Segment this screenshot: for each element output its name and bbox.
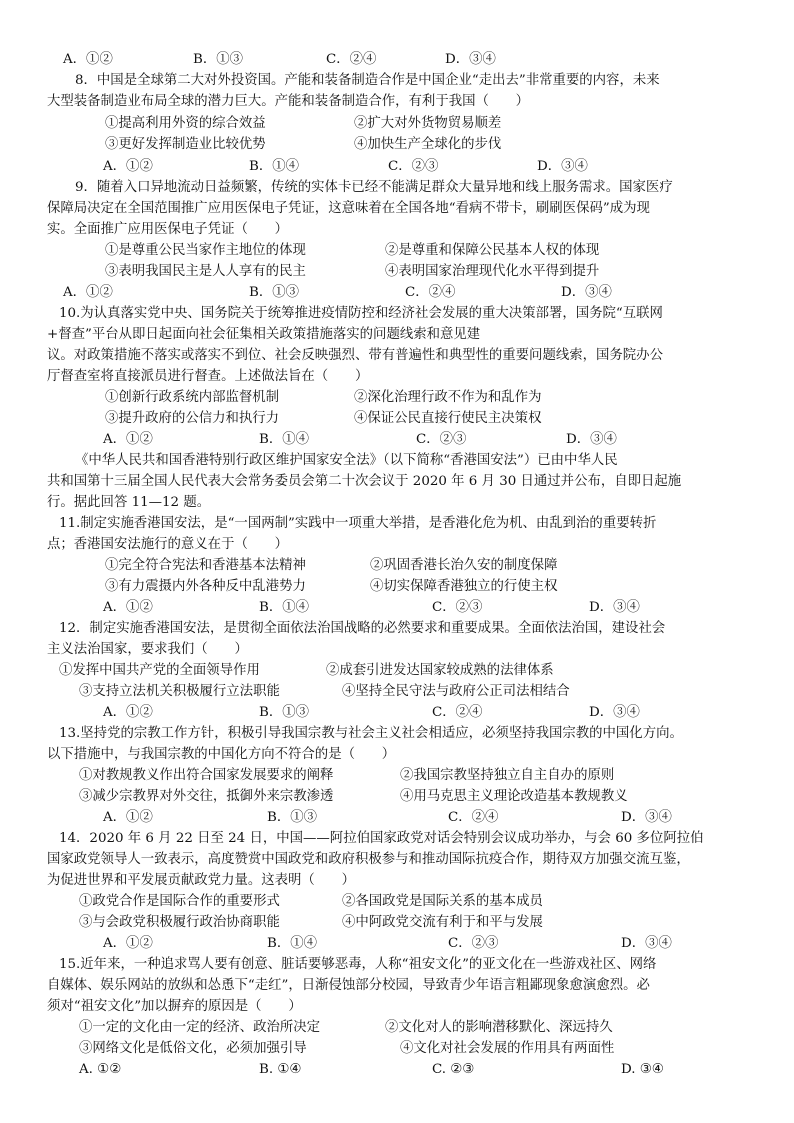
q14-choice-c: C．②③ (448, 936, 499, 951)
q10-item-4: ④保证公民直接行使民主决策权 (354, 411, 542, 426)
q13-item-3: ③减少宗教界对外交往，抵御外来宗教渗透 (79, 789, 334, 804)
q12-stem-line: 主义法治国家，要求我们（ ） (47, 642, 248, 657)
q15-choice-d: D. ③④ (621, 1062, 664, 1077)
q8-item-2: ②扩大对外货物贸易顺差 (354, 116, 502, 131)
q7-choice-d: D．③④ (445, 52, 496, 67)
q11-choice-d: D．③④ (589, 600, 640, 615)
q13-stem-line: 以下措施中，与我国宗教的中国化方向不符合的是（ ） (47, 747, 396, 762)
q14-choice-d: D．③④ (621, 936, 672, 951)
q10-stem-line: 10.为认真落实党中央、国务院关于统筹推进疫情防控和经济社会发展的重大决策部署，国务院“互联网 (59, 306, 663, 321)
q10-item-1: ①创新行政系统内部监督机制 (105, 390, 280, 405)
q9-item-3: ③表明我国民主是人人享有的民主 (105, 264, 306, 279)
q10-choice-b: B．①④ (259, 432, 310, 447)
q14-item-4: ④中阿政党交流有利于和平与发展 (342, 915, 543, 930)
q11-stem-line: 点；香港国安法施行的意义在于（ ） (47, 537, 289, 552)
q10-item-2: ②深化治理行政不作为和乱作为 (354, 390, 542, 405)
q14-item-1: ①政党合作是国际合作的重要形式 (79, 894, 280, 909)
q15-choice-c: C. ②③ (432, 1062, 475, 1077)
q13-choice-c: C．②④ (448, 810, 499, 825)
q10-stem-line: 厅督查室将直接派员进行督查。上述做法旨在（ ） (47, 369, 369, 384)
q9-stem-line: 实。全面推广应用医保电子凭证（ ） (47, 222, 289, 237)
q11-item-1: ①完全符合宪法和香港基本法精神 (105, 558, 306, 573)
q9-stem-line: 9．随着入口异地流动日益频繁，传统的实体卡已经不能满足群众大量异地和线上服务需求。国家医疗 (75, 180, 673, 195)
q9-choice-c: C．②④ (405, 285, 456, 300)
q9-choice-d: D．③④ (561, 285, 612, 300)
q8-choice-a: A．①② (103, 159, 153, 174)
q8-item-4: ④加快生产全球化的步伐 (354, 137, 502, 152)
q8-stem-line: 大型装备制造业布局全球的潜力巨大。产能和装备制造合作，有利于我国（ ） (47, 94, 530, 109)
q14-choice-b: B．①④ (267, 936, 318, 951)
q9-item-2: ②是尊重和保障公民基本人权的体现 (385, 243, 600, 258)
q12-item-3: ③支持立法机关积极履行立法职能 (79, 684, 280, 699)
q13-choice-d: D．③④ (621, 810, 672, 825)
q11-item-3: ③有力震摄内外各种反中乱港势力 (105, 579, 306, 594)
q12-item-2: ②成套引进发达国家较成熟的法律体系 (326, 663, 554, 678)
q10-item-3: ③提升政府的公信力和执行力 (105, 411, 280, 426)
q15-stem-line: 须对“祖安文化”加以摒弃的原因是（ ） (47, 999, 302, 1014)
q12-stem-line: 12．制定实施香港国安法，是贯彻全面依法治国战略的必然要求和重要成果。全面依法治国，建设社会 (59, 621, 666, 636)
q13-choice-b: B．①③ (267, 810, 318, 825)
q10-choice-d: D．③④ (566, 432, 617, 447)
q11-choice-b: B．①④ (259, 600, 310, 615)
q8-choice-d: D．③④ (537, 159, 588, 174)
q15-choice-b: B. ①④ (259, 1062, 302, 1077)
q15-stem-line: 15.近年来，一种追求骂人要有创意、脏话要够恶毒，人称“祖安文化”的亚文化在一些游戏社区、网络 (59, 957, 657, 972)
q14-choice-a: A．①② (103, 936, 153, 951)
q10-choice-c: C．②③ (416, 432, 467, 447)
q8-item-1: ①提高利用外资的综合效益 (105, 116, 266, 131)
q15-choice-a: A. ①② (79, 1062, 122, 1077)
q9-choice-a: A．①② (63, 285, 113, 300)
q10-choice-a: A．①② (103, 432, 153, 447)
q8-choice-b: B．①④ (249, 159, 300, 174)
q11-stem-line: 11.制定实施香港国安法，是“一国两制”实践中一项重大举措，是香港化危为机、由乱到治的重要转折 (59, 516, 657, 531)
q12-choice-d: D．③④ (589, 705, 640, 720)
q11-item-2: ②巩固香港长治久安的制度保障 (370, 558, 558, 573)
q10-stem-line: 议。对政策措施不落实或落实不到位、社会反映强烈、带有普遍性和典型性的重要问题线索，国务院办公 (47, 348, 663, 363)
q9-stem-line: 保障局决定在全国范围推广应用医保电子凭证，这意味着在全国各地“看病不带卡，刷刷医保码”成为现 (47, 201, 650, 216)
q9-item-1: ①是尊重公民当家作主地位的体现 (105, 243, 306, 258)
q9-item-4: ④表明国家治理现代化水平得到提升 (385, 264, 600, 279)
q8-choice-c: C．②③ (388, 159, 439, 174)
q14-item-3: ③与会政党积极履行政治协商职能 (79, 915, 280, 930)
q11-choice-c: C．②③ (432, 600, 483, 615)
q12-choice-a: A．①② (103, 705, 153, 720)
q14-stem-line: 国家政党领导人一致表示，高度赞赏中国政党和政府积极参与和推动国际抗疫合作，期待双方加强交流互鉴， (47, 852, 690, 867)
q14-item-2: ②各国政党是国际关系的基本成员 (342, 894, 543, 909)
q13-item-2: ②我国宗教坚持独立自主自办的原则 (400, 768, 615, 783)
q11-item-4: ④切实保障香港独立的行使主权 (370, 579, 558, 594)
intro-line: 《中华人民共和国香港特别行政区维护国家安全法》（以下简称“香港国安法”）已由中华人民 (75, 453, 618, 468)
intro-line: 共和国第十三届全国人民代表大会常务委员会第二十次会议于 2020 年 6 月 30 日通过并公布，自即日起施 (47, 474, 682, 489)
q13-choice-a: A．①② (103, 810, 153, 825)
q12-choice-c: C．②④ (432, 705, 483, 720)
q12-item-1: ①发挥中国共产党的全面领导作用 (59, 663, 260, 678)
q12-item-4: ④坚持全民守法与政府公正司法相结合 (342, 684, 570, 699)
q7-choice-b: B．①③ (193, 52, 244, 67)
q13-item-1: ①对教规教义作出符合国家发展要求的阐释 (79, 768, 334, 783)
q15-stem-line: 自媒体、娱乐网站的放纵和怂恿下“走红”，日渐侵蚀部分校园，导致青少年语言粗鄙现象愈演愈烈。必 (47, 978, 650, 993)
q11-choice-a: A．①② (103, 600, 153, 615)
q13-stem-line: 13.坚持党的宗教工作方针，积极引导我国宗教与社会主义社会相适应，必须坚持我国宗教的中国化方向。 (59, 726, 683, 741)
q9-choice-b: B．①③ (249, 285, 300, 300)
q13-item-4: ④用马克思主义理论改造基本教规教义 (400, 789, 628, 804)
q14-stem-line: 14．2020 年 6 月 22 日至 24 日，中国——阿拉伯国家政党对话会特别会议成功举办，与会 60 多位阿拉伯 (59, 831, 704, 846)
q14-stem-line: 为促进世界和平发展贡献政党力量。这表明（ ） (47, 873, 355, 888)
q15-item-1: ①一定的文化由一定的经济、政治所决定 (79, 1020, 321, 1035)
q8-stem-line: 8．中国是全球第二大对外投资国。产能和装备制造合作是中国企业“走出去”非常重要的内容，未来 (75, 73, 660, 88)
q8-item-3: ③更好发挥制造业比较优势 (105, 137, 266, 152)
q7-choice-c: C．②④ (326, 52, 377, 67)
q7-choice-a: A．①② (63, 52, 113, 67)
q10-stem-line: +督查”平台从即日起面向社会征集相关政策措施落实的问题线索和意见建 (47, 327, 481, 342)
q15-item-2: ②文化对人的影响潜移默化、深远持久 (385, 1020, 613, 1035)
q15-item-4: ④文化对社会发展的作用具有两面性 (400, 1041, 615, 1056)
q15-item-3: ③网络文化是低俗文化，必须加强引导 (79, 1041, 307, 1056)
intro-line: 行。据此回答 11—12 题。 (47, 495, 211, 510)
q12-choice-b: B．①③ (259, 705, 310, 720)
